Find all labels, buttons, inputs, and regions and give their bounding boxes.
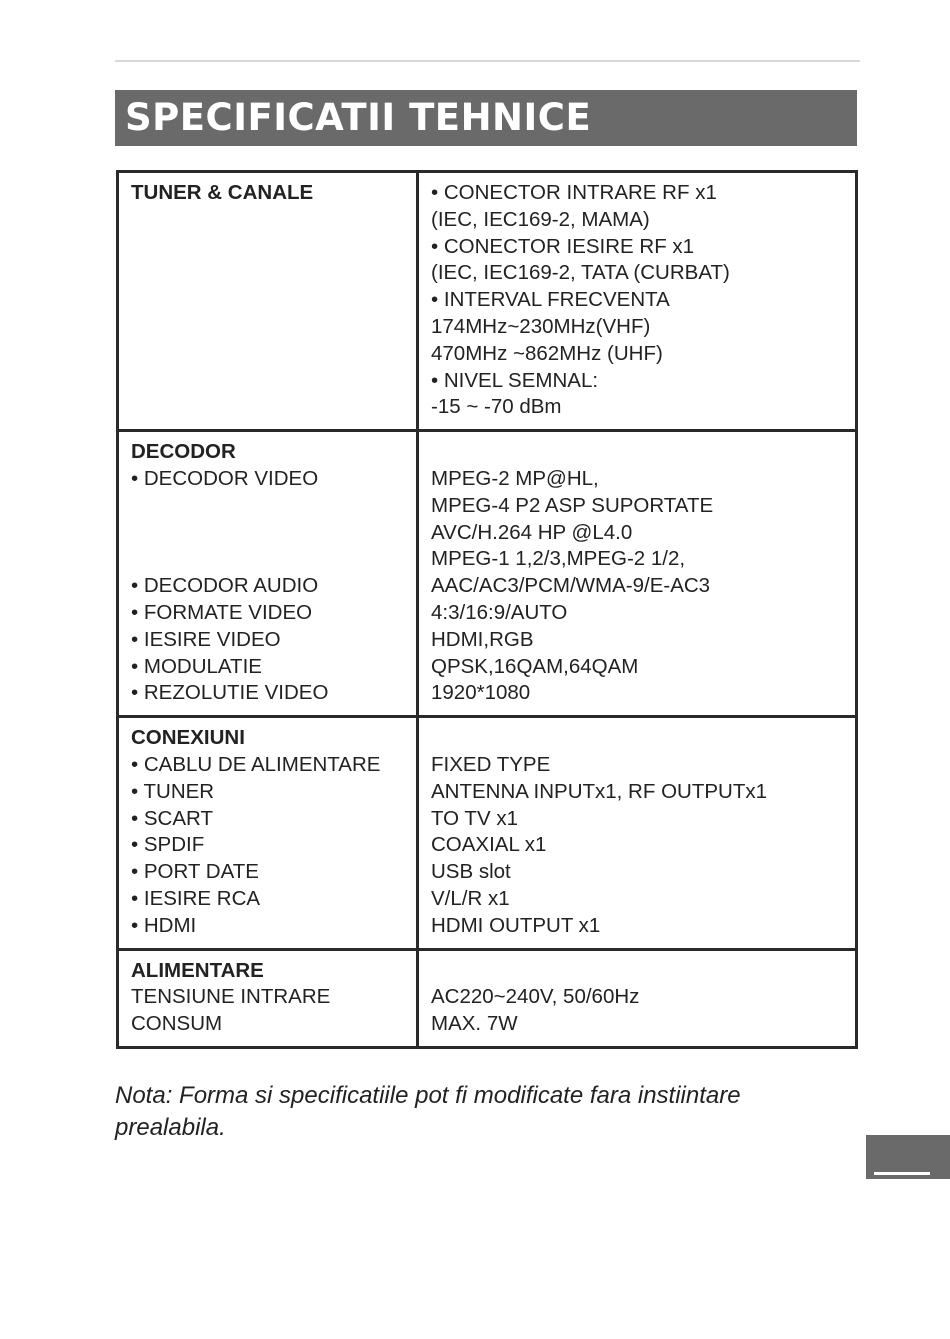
spec-label: • DECODOR AUDIO (131, 574, 319, 598)
spec-value: 1920*1080 (431, 681, 531, 705)
spec-label: • DECODOR VIDEO (131, 466, 319, 490)
page-tab-marker (866, 1135, 950, 1179)
spec-value: QPSK,16QAM,64QAM (431, 654, 639, 678)
spec-table (116, 170, 858, 1049)
spec-value: • CONECTOR INTRARE RF x1 (431, 181, 717, 204)
spacer (131, 520, 406, 547)
spec-label: • REZOLUTIE VIDEO (131, 681, 329, 705)
spec-value: FIXED TYPE (431, 752, 551, 776)
spec-value: -15 ~ -70 dBm (431, 395, 562, 419)
section-alimentare-labels (118, 949, 418, 1047)
footnote-line: Nota: Forma si specificatiile pot fi modificate fara instiintare (115, 1082, 741, 1109)
spec-label: • SPDIF (131, 833, 205, 857)
spec-value: HDMI OUTPUT x1 (431, 913, 601, 937)
spec-value: 174MHz~230MHz(VHF) (431, 314, 651, 338)
spacer (431, 725, 845, 752)
page-title: SPECIFICATII TEHNICE (125, 96, 592, 139)
spec-label: • IESIRE VIDEO (131, 627, 281, 651)
title-bar (115, 90, 857, 146)
spec-label: • PORT DATE (131, 860, 259, 884)
spec-value: TO TV x1 (431, 806, 518, 830)
spec-label: • IESIRE RCA (131, 886, 261, 910)
section-decodor-values (418, 431, 857, 717)
section-conexiuni-labels (118, 717, 418, 949)
spec-label: TENSIUNE INTRARE (131, 985, 331, 1009)
spec-value: USB slot (431, 860, 511, 884)
section-decodor (118, 431, 857, 717)
spec-value: 470MHz ~862MHz (UHF) (431, 341, 663, 365)
spec-label: • CABLU DE ALIMENTARE (131, 752, 381, 776)
spec-value: AAC/AC3/PCM/WMA-9/E-AC3 (431, 574, 711, 598)
spec-value: (IEC, IEC169-2, TATA (CURBAT) (431, 261, 730, 285)
section-heading: TUNER & CANALE (131, 181, 314, 204)
section-heading: ALIMENTARE (131, 958, 264, 982)
page-tab-underline (874, 1172, 930, 1175)
section-alimentare (118, 949, 857, 1047)
spec-label: • HDMI (131, 913, 197, 937)
section-decodor-labels (118, 431, 418, 717)
spec-value: MPEG-4 P2 ASP SUPORTATE (431, 493, 714, 517)
footnote-line: prealabila. (115, 1114, 226, 1141)
spec-value: MAX. 7W (431, 1012, 518, 1036)
spec-value: MPEG-2 MP@HL, (431, 466, 599, 490)
spec-value: • INTERVAL FRECVENTA (431, 288, 670, 312)
spacer (431, 439, 845, 466)
section-heading: DECODOR (131, 440, 236, 464)
top-divider (115, 60, 860, 62)
spec-label: • SCART (131, 806, 213, 830)
section-alimentare-values (418, 949, 857, 1047)
section-tuner-labels (118, 172, 418, 431)
spacer (131, 546, 406, 573)
spec-value: • NIVEL SEMNAL: (431, 368, 599, 392)
spec-label: CONSUM (131, 1012, 223, 1036)
spec-value: MPEG-1 1,2/3,MPEG-2 1/2, (431, 547, 686, 571)
spec-value: COAXIAL x1 (431, 833, 547, 857)
spec-value: 4:3/16:9/AUTO (431, 600, 568, 624)
spec-label: • MODULATIE (131, 654, 262, 678)
spec-value: AVC/H.264 HP @L4.0 (431, 520, 633, 544)
spec-label: • TUNER (131, 779, 215, 803)
spec-value: V/L/R x1 (431, 886, 510, 910)
section-heading: CONEXIUNI (131, 726, 245, 750)
section-tuner (118, 172, 857, 431)
spec-label: • FORMATE VIDEO (131, 600, 313, 624)
section-conexiuni-values (418, 717, 857, 949)
section-conexiuni (118, 717, 857, 949)
spec-value: AC220~240V, 50/60Hz (431, 985, 640, 1009)
spacer (431, 958, 845, 985)
section-tuner-values (418, 172, 857, 431)
spacer (131, 493, 406, 520)
spec-value: (IEC, IEC169-2, MAMA) (431, 207, 650, 231)
spec-value: ANTENNA INPUTx1, RF OUTPUTx1 (431, 779, 768, 803)
spec-value: • CONECTOR IESIRE RF x1 (431, 234, 695, 258)
footnote (115, 1080, 835, 1144)
spec-value: HDMI,RGB (431, 627, 534, 651)
